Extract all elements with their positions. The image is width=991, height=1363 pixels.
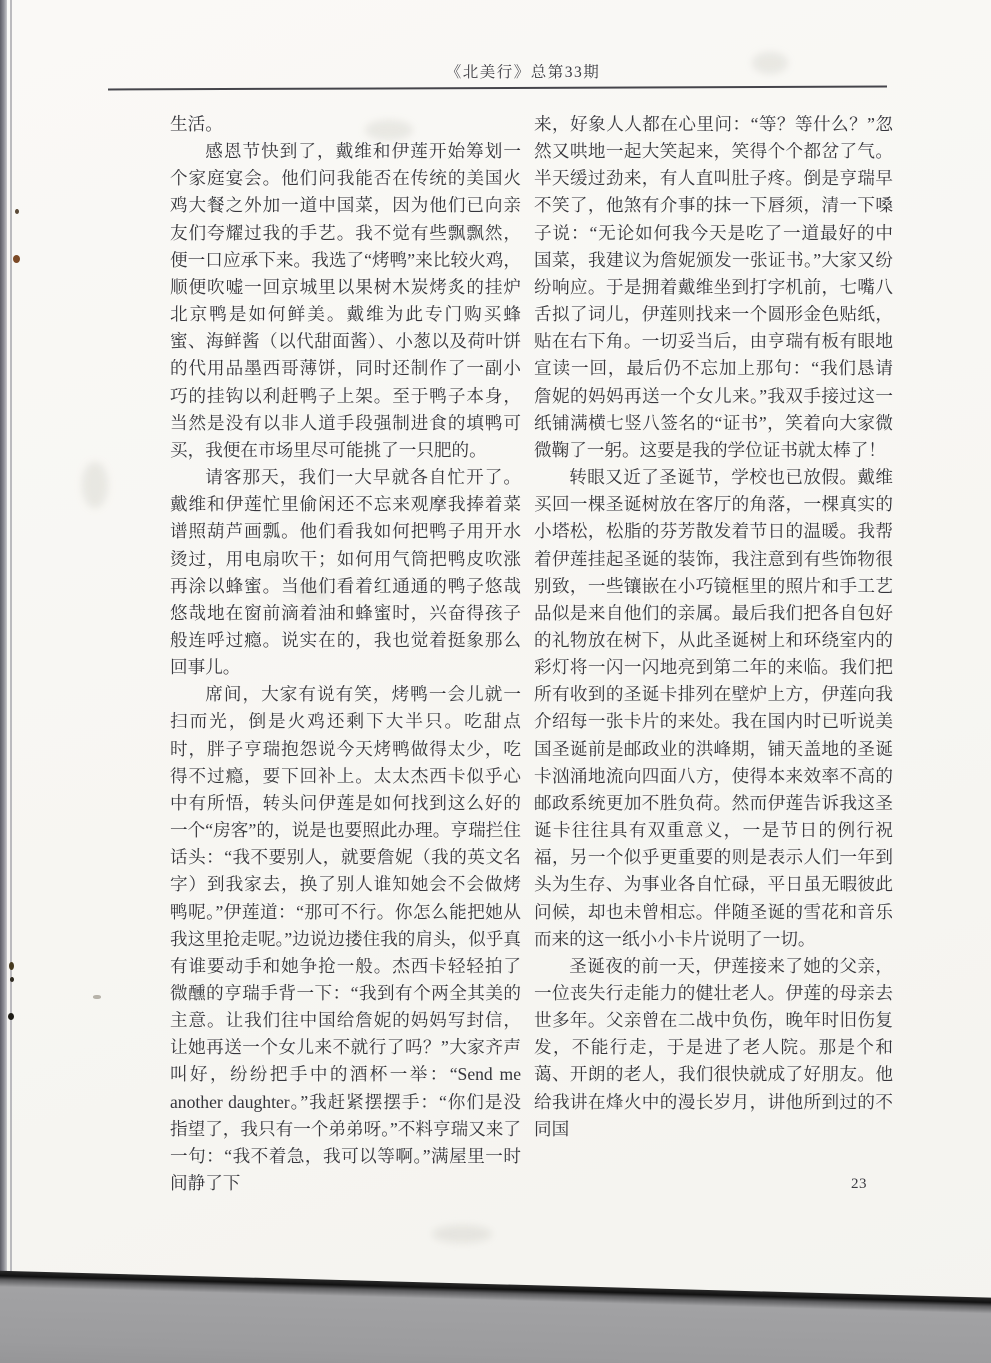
ink-spot xyxy=(8,1013,14,1020)
scan-smudge xyxy=(432,1225,492,1243)
paragraph: 感恩节快到了，戴维和伊莲开始筹划一个家庭宴会。他们问我能否在传统的美国火鸡大餐之外加一道中国菜，因为他们已向亲友们夸耀过我的手艺。我不觉有些飘飘然，便一口应承下来。我选了“烤鸭”来比较火鸡，顺便吹嘘一回京城里以果树木炭烤炙的挂炉北京鸭是如何鲜美。戴维为此专门购买蜂蜜、海鲜酱（以代甜面酱）、小葱以及荷叶饼的代用品墨西哥薄饼，同时还制作了一副小巧的挂钩以利赶鸭子上架。至于鸭子本身，当然是没有以非人道手段强制进食的填鸭可买，我便在市场里尽可能挑了一只肥的。 xyxy=(170,141,521,460)
text-column-right xyxy=(534,111,893,1143)
paragraph-continuation: 生活。 xyxy=(170,114,223,134)
paragraph: 转眼又近了圣诞节，学校也已放假。戴维买回一棵圣诞树放在客厅的角落，一棵真实的小塔松，松脂的芬芳散发着节日的温暖。我帮着伊莲挂起圣诞的装饰，我注意到有些饰物很别致，一些镶嵌在小巧镜框里的照片和手工艺品似是来自他们的亲属。最后我们把各自包好的礼物放在树下，从此圣诞树上和环绕室内的彩灯将一闪一闪地亮到第二年的来临。我们把所有收到的圣诞卡排列在壁炉上方，伊莲向我介绍每一张卡片的来处。我在国内时已听说美国圣诞前是邮政业的洪峰期，铺天盖地的圣诞卡汹涌地流向四面八方，使得本来效率不高的邮政系统更加不胜负荷。然而伊莲告诉我这圣诞卡往往具有双重意义，一是节日的例行祝福，另一个似乎更重要的则是表示人们一年到头为生存、为事业各自忙碌，平日虽无暇彼此问候，却也未曾相忘。伴随圣诞的雪花和音乐而来的这一纸小小卡片说明了一切。 xyxy=(534,467,893,949)
paragraph: 席间，大家有说有笑，烤鸭一会儿就一扫而光，倒是火鸡还剩下大半只。吃甜点时，胖子亨瑞抱怨说今天烤鸭做得太少，吃得不过瘾，要下回补上。太太杰西卡似乎心中有所悟，转头问伊莲是如何找到这么好的一个“房客”的，说是也要照此办理。亨瑞拦住话头：“我不要别人，就要詹妮（我的英文名字）到我家去，换了别人谁知她会不会做烤鸭呢。”伊莲道：“那可不行。你怎么能把她从我这里抢走呢。”边说边搂住我的肩头，似乎真有谁要动手和她争抢一般。杰西卡轻轻拍了微醺的亨瑞手背一下：“我到有个两全其美的主意。让我们往中国给詹妮的妈妈写封信，让她再送一个女儿来不就行了吗？”大家齐声叫好，纷纷把手中的酒杯一举：“Send me another daughter。”我赶紧摆摆手：“你们是没指望了，我只有一个弟弟呀。”不料亨瑞又来了一句：“我不着急，我可以等啊。”满屋里一时间静了下 xyxy=(170,684,521,1194)
paragraph: 请客那天，我们一大早就各自忙开了。戴维和伊莲忙里偷闲还不忘来观摩我捧着菜谱照葫芦画瓢。他们看我如何把鸭子用开水烫过，用电扇吹干；如何用气筒把鸭皮吹涨再涂以蜂蜜。当他们看着红通通的鸭子悠哉悠哉地在窗前滴着油和蜂蜜时，兴奋得孩子般连呼过瘾。说实在的，我也觉着挺象那么回事儿。 xyxy=(170,467,521,678)
header-rule xyxy=(108,86,887,91)
paragraph: 圣诞夜的前一天，伊莲接来了她的父亲，一位丧失行走能力的健壮老人。伊莲的母亲去世多年。父亲曾在二战中负伤，晚年时旧伤复发，不能行走，于是进了老人院。那是个和蔼、开朗的老人，我们很快就成了好朋友。他给我讲在烽火中的漫长岁月，讲他所到过的不同国 xyxy=(534,955,893,1139)
scanner-edge-left xyxy=(0,0,7,1363)
page-number: 23 xyxy=(851,1176,867,1192)
ink-spot xyxy=(10,977,14,982)
ink-spot xyxy=(93,995,101,999)
page-header xyxy=(133,60,913,82)
journal-title: 《北美行》总第33期 xyxy=(445,64,601,81)
paragraph-continuation: 来，好象人人都在心里问：“等？等什么？”忽然又哄地一起大笑起来，笑得个个都岔了气。半天缓过劲来，有人直叫肚子疼。倒是亨瑞早不笑了，他煞有介事的抹一下唇须，清一下嗓子说：“无论如何我今天是吃了一道最好的中国菜，我建议为詹妮颁发一张证书。”大家又纷纷响应。于是拥着戴维坐到打字机前，七嘴八舌拟了词儿，伊莲则找来一个圆形金色贴纸，贴在右下角。一切妥当后，由亨瑞有板有眼地宣读一回，最后仍不忘加上那句：“我们恳请詹妮的妈妈再送一个女儿来。”我双手接过这一纸铺满横七竖八签名的“证书”，笑着向大家微微鞠了一躬。这要是我的学位证书就太棒了！ xyxy=(534,114,893,460)
ink-spot xyxy=(9,962,14,970)
ink-spot xyxy=(13,255,20,263)
ink-spot xyxy=(15,209,19,214)
scanner-edge-bottom xyxy=(0,1270,991,1363)
scan-smudge xyxy=(82,462,108,508)
text-column-left xyxy=(170,111,521,1197)
page-fold-line xyxy=(10,0,12,1363)
